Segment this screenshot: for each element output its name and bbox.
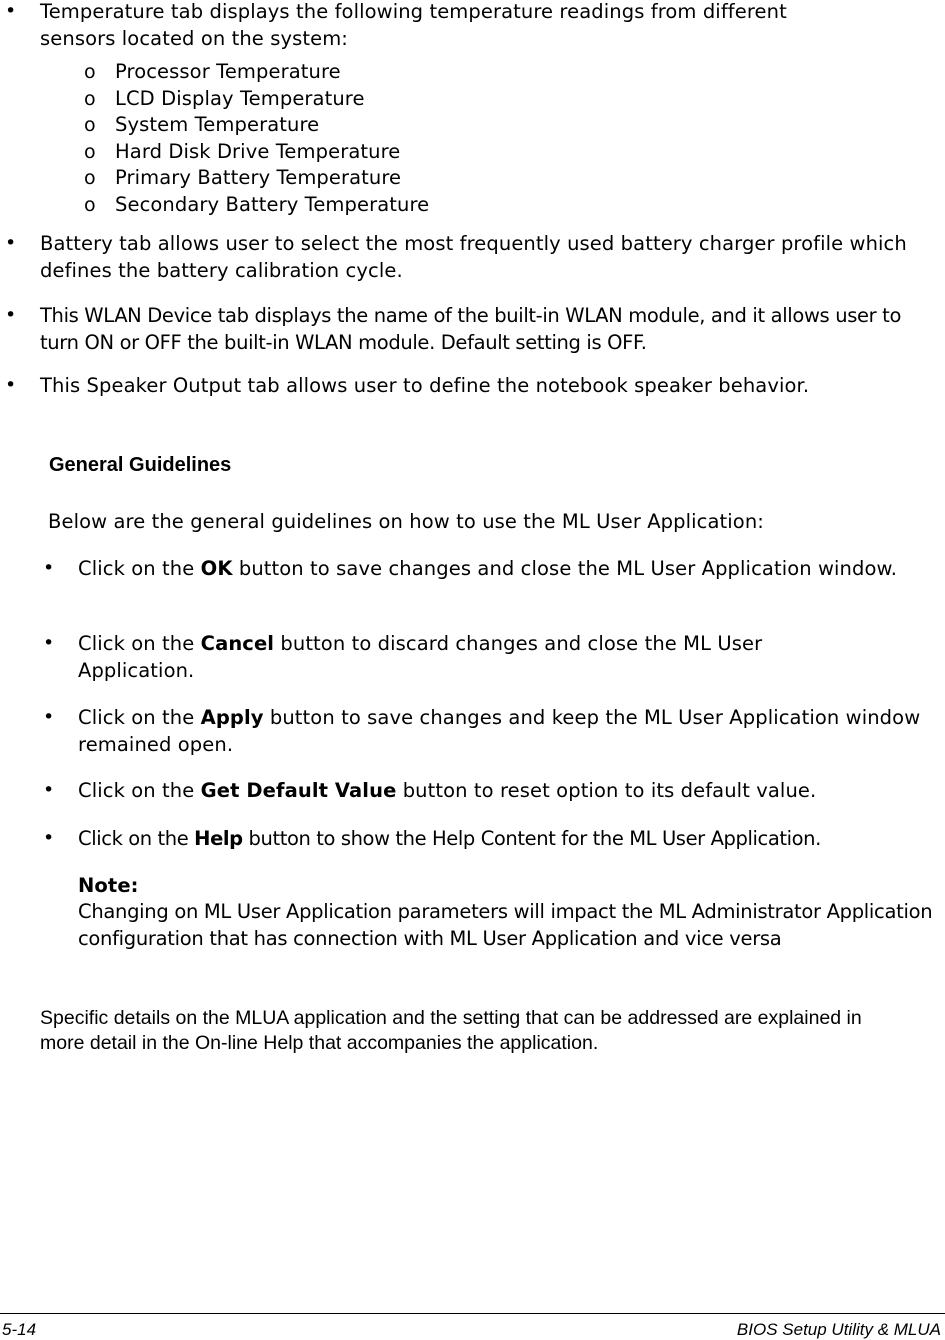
get-default-value-keyword: Get Default Value bbox=[200, 779, 397, 802]
guideline-help: • Click on the Help button to show the Help Content for the ML User Application. bbox=[43, 827, 821, 850]
guideline-get-default-value: • Click on the Get Default Value button to reset option to its default value. bbox=[43, 779, 817, 802]
guideline-ok: • Click on the OK button to save changes and close the ML User Application window. bbox=[43, 557, 898, 580]
apply-keyword: Apply bbox=[200, 706, 264, 729]
list-item-wlan-tab bbox=[0, 302, 945, 362]
note-block bbox=[78, 873, 944, 952]
footer-chapter-title: BIOS Setup Utility & MLUA bbox=[736, 1320, 941, 1339]
bullet-marker: • bbox=[5, 0, 17, 22]
list-item-temperature-tab: • Temperature tab displays the following temperature readings from different sensors located on the system: o Processor Temperature o LCD Display Temperature o System Temperature o Hard Disk Drive Temperature o Primary Battery Temperature o Secondary Battery Temperature bbox=[0, 0, 945, 220]
bullet-marker: • bbox=[43, 779, 55, 801]
note-label: Note: bbox=[78, 874, 139, 897]
list-item-battery-tab bbox=[0, 230, 945, 290]
footer-divider bbox=[0, 1313, 945, 1314]
list-item-speaker-tab bbox=[0, 372, 945, 406]
closing-paragraph: Specific details on the MLUA application and the setting that can be addressed are explained in more detail in the On-line Help that accompanies the application. bbox=[40, 1007, 862, 1054]
temperature-tab-text: Temperature tab displays the following temperature readings from different sensors located on the system: bbox=[40, 0, 787, 50]
bullet-marker: • bbox=[43, 557, 55, 579]
bullet-marker: • bbox=[5, 232, 17, 254]
bullet-marker: • bbox=[43, 706, 55, 728]
battery-tab-text: Battery tab allows user to select the most frequently used battery charger profile which defines the battery calibration cycle. bbox=[40, 232, 907, 282]
guideline-cancel: • Click on the Cancel button to discard changes and close the ML User Application. bbox=[43, 632, 763, 682]
note-text: Changing on ML User Application parameters will impact the ML Administrator Application configuration that has connection with ML User Application and vice versa bbox=[78, 900, 933, 950]
bullet-marker: • bbox=[5, 374, 17, 396]
bullet-marker: • bbox=[43, 827, 55, 849]
ok-keyword: OK bbox=[200, 557, 233, 580]
bullet-marker: • bbox=[5, 304, 17, 326]
footer-page-number: 5-14 bbox=[2, 1320, 37, 1339]
wlan-tab-text: This WLAN Device tab displays the name of the built-in WLAN module, and it allows user to turn ON or OFF the built-in WLAN module. Default setting is OFF. bbox=[40, 304, 902, 354]
guideline-apply: • Click on the Apply button to save changes and keep the ML User Application window remained open. bbox=[43, 706, 921, 756]
help-keyword: Help bbox=[194, 827, 243, 850]
section-heading: General Guidelines bbox=[49, 454, 232, 476]
speaker-tab-text: This Speaker Output tab allows user to define the notebook speaker behavior. bbox=[40, 374, 810, 397]
guidelines-intro: Below are the general guidelines on how to use the ML User Application: bbox=[48, 510, 764, 533]
bullet-marker: • bbox=[43, 632, 55, 654]
cancel-keyword: Cancel bbox=[200, 632, 275, 655]
